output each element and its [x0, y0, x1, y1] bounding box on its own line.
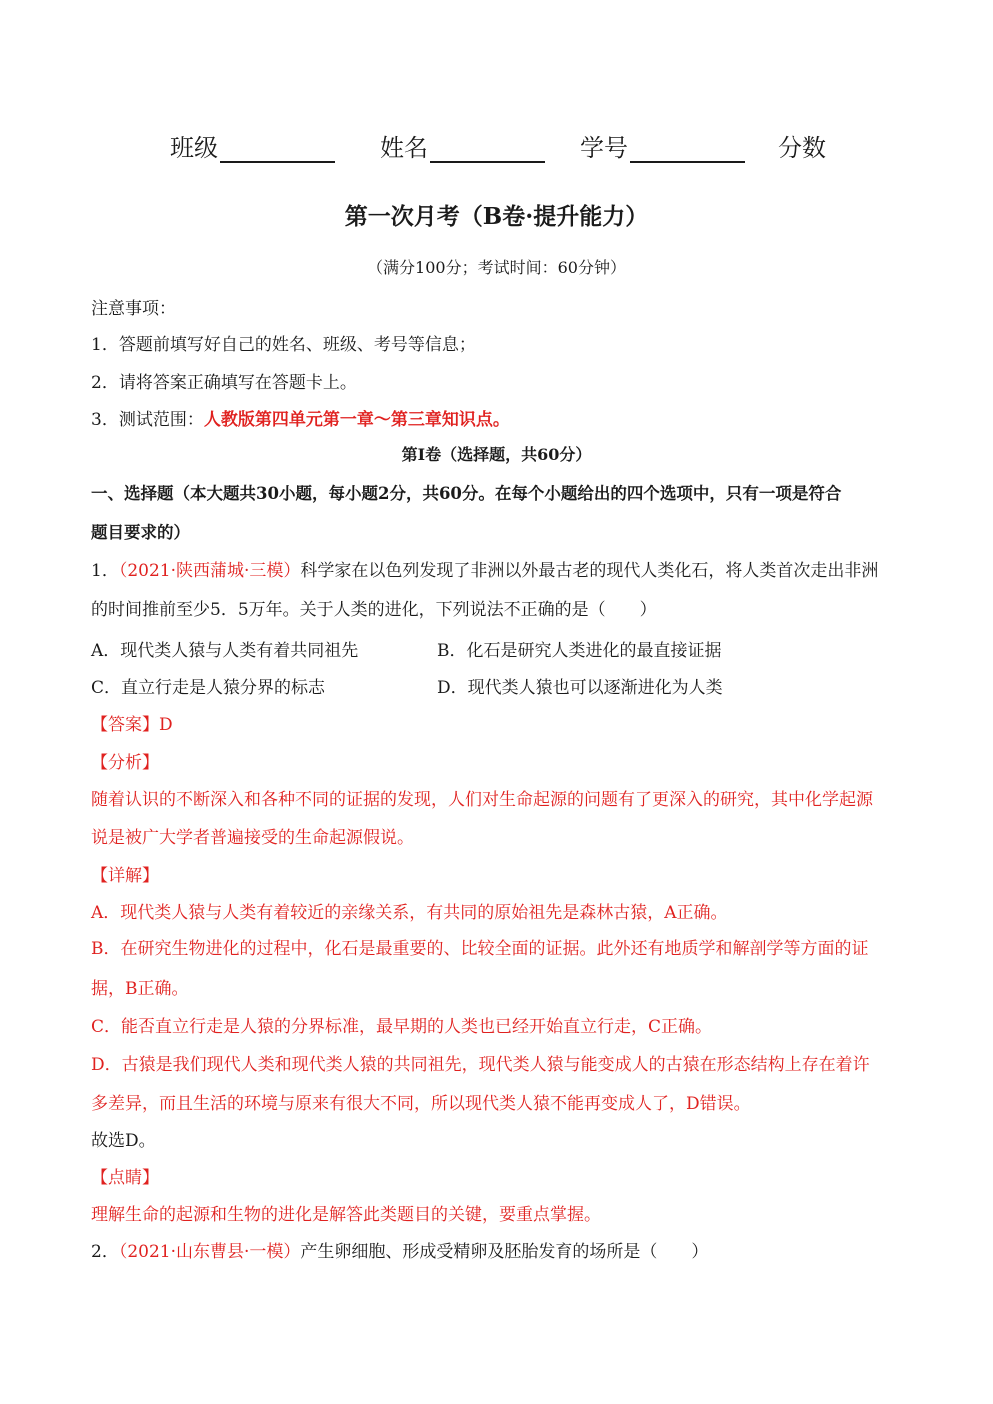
- name-field[interactable]: [380, 128, 545, 163]
- note-item-3-prefix: 3．测试范围：: [91, 410, 204, 430]
- q1-comment-label: 【点睛】: [91, 1168, 159, 1188]
- note-item-2: 2．请将答案正确填写在答题卡上。: [91, 373, 357, 393]
- student-id-field[interactable]: [580, 128, 745, 163]
- notes-heading: 注意事项：: [91, 299, 176, 319]
- q1-detail-b-line2: 据，B正确。: [91, 979, 189, 999]
- q1-answer: 【答案】D: [91, 715, 173, 735]
- name-label: 姓名: [380, 134, 428, 162]
- q1-detail-b-line1: B．在研究生物进化的过程中，化石是最重要的、比较全面的证据。此外还有地质学和解剖学等方面的证: [91, 939, 869, 959]
- q1-analysis-label: 【分析】: [91, 753, 159, 773]
- q2-stem-text: 产生卵细胞、形成受精卵及胚胎发育的场所是（ ）: [300, 1242, 709, 1262]
- q1-option-a[interactable]: A．现代类人猿与人类有着共同祖先: [91, 641, 359, 661]
- student-id-label: 学号: [580, 134, 628, 162]
- note-item-3: [91, 405, 510, 430]
- section-instruction-line2: 题目要求的）: [91, 523, 190, 542]
- q1-detail-d-line2: 多差异，而且生活的环境与原来有很大不同，所以现代类人猿不能再变成人了，D错误。: [91, 1094, 751, 1114]
- name-blank[interactable]: [430, 135, 545, 163]
- exam-subtitle: （满分100分；考试时间：60分钟）: [367, 258, 626, 277]
- score-label: 分数: [778, 134, 826, 162]
- q1-option-b[interactable]: B．化石是研究人类进化的最直接证据: [437, 641, 722, 661]
- q1-number: 1．: [91, 561, 119, 581]
- q1-conclusion: 故选D。: [91, 1131, 156, 1151]
- score-field: [778, 128, 826, 163]
- q1-detail-c: C．能否直立行走是人猿的分界标准，最早期的人类也已经开始直立行走，C正确。: [91, 1017, 713, 1037]
- student-id-blank[interactable]: [630, 135, 745, 163]
- q1-option-d[interactable]: D．现代类人猿也可以逐渐进化为人类: [437, 678, 723, 698]
- student-info-row: [0, 128, 993, 168]
- q1-analysis-line1: 随着认识的不断深入和各种不同的证据的发现，人们对生命起源的问题有了更深入的研究，其中化学起源: [91, 790, 873, 810]
- q1-source: （2021·陕西蒲城·三模）: [118, 561, 301, 581]
- page-title: 第一次月考（B卷·提升能力）: [344, 203, 649, 230]
- q1-stem-line1: [91, 556, 878, 581]
- q1-detail-d-line1: D．古猿是我们现代人类和现代类人猿的共同祖先，现代类人猿与能变成人的古猿在形态结构上存在着许: [91, 1055, 870, 1075]
- q2-stem: [91, 1237, 708, 1262]
- q1-comment-text: 理解生命的起源和生物的进化是解答此类题目的关键，要重点掌握。: [91, 1205, 601, 1225]
- test-range: 人教版第四单元第一章～第三章知识点。: [203, 410, 510, 430]
- q2-number: 2．: [91, 1242, 119, 1262]
- q1-stem-line2: 的时间推前至少5．5万年。关于人类的进化，下列说法不正确的是（ ）: [91, 600, 657, 620]
- class-field[interactable]: [170, 128, 335, 163]
- q1-detail-label: 【详解】: [91, 866, 159, 886]
- class-label: 班级: [170, 134, 218, 162]
- q1-analysis-line2: 说是被广大学者普遍接受的生命起源假说。: [91, 828, 414, 848]
- volume-heading: 第Ⅰ卷（选择题，共60分）: [401, 445, 592, 464]
- class-blank[interactable]: [220, 135, 335, 163]
- q2-source: （2021·山东曹县·一模）: [118, 1242, 301, 1262]
- section-instruction-line1: 一、选择题（本大题共30小题，每小题2分，共60分。在每个小题给出的四个选项中，只有一项是符合: [91, 484, 842, 503]
- q1-stem-text: 科学家在以色列发现了非洲以外最古老的现代人类化石，将人类首次走出非洲: [300, 561, 879, 581]
- note-item-1: 1．答题前填写好自己的姓名、班级、考号等信息；: [91, 335, 476, 355]
- q1-detail-a: A．现代类人猿与人类有着较近的亲缘关系，有共同的原始祖先是森林古猿，A正确。: [91, 903, 728, 923]
- q1-option-c[interactable]: C．直立行走是人猿分界的标志: [91, 678, 326, 698]
